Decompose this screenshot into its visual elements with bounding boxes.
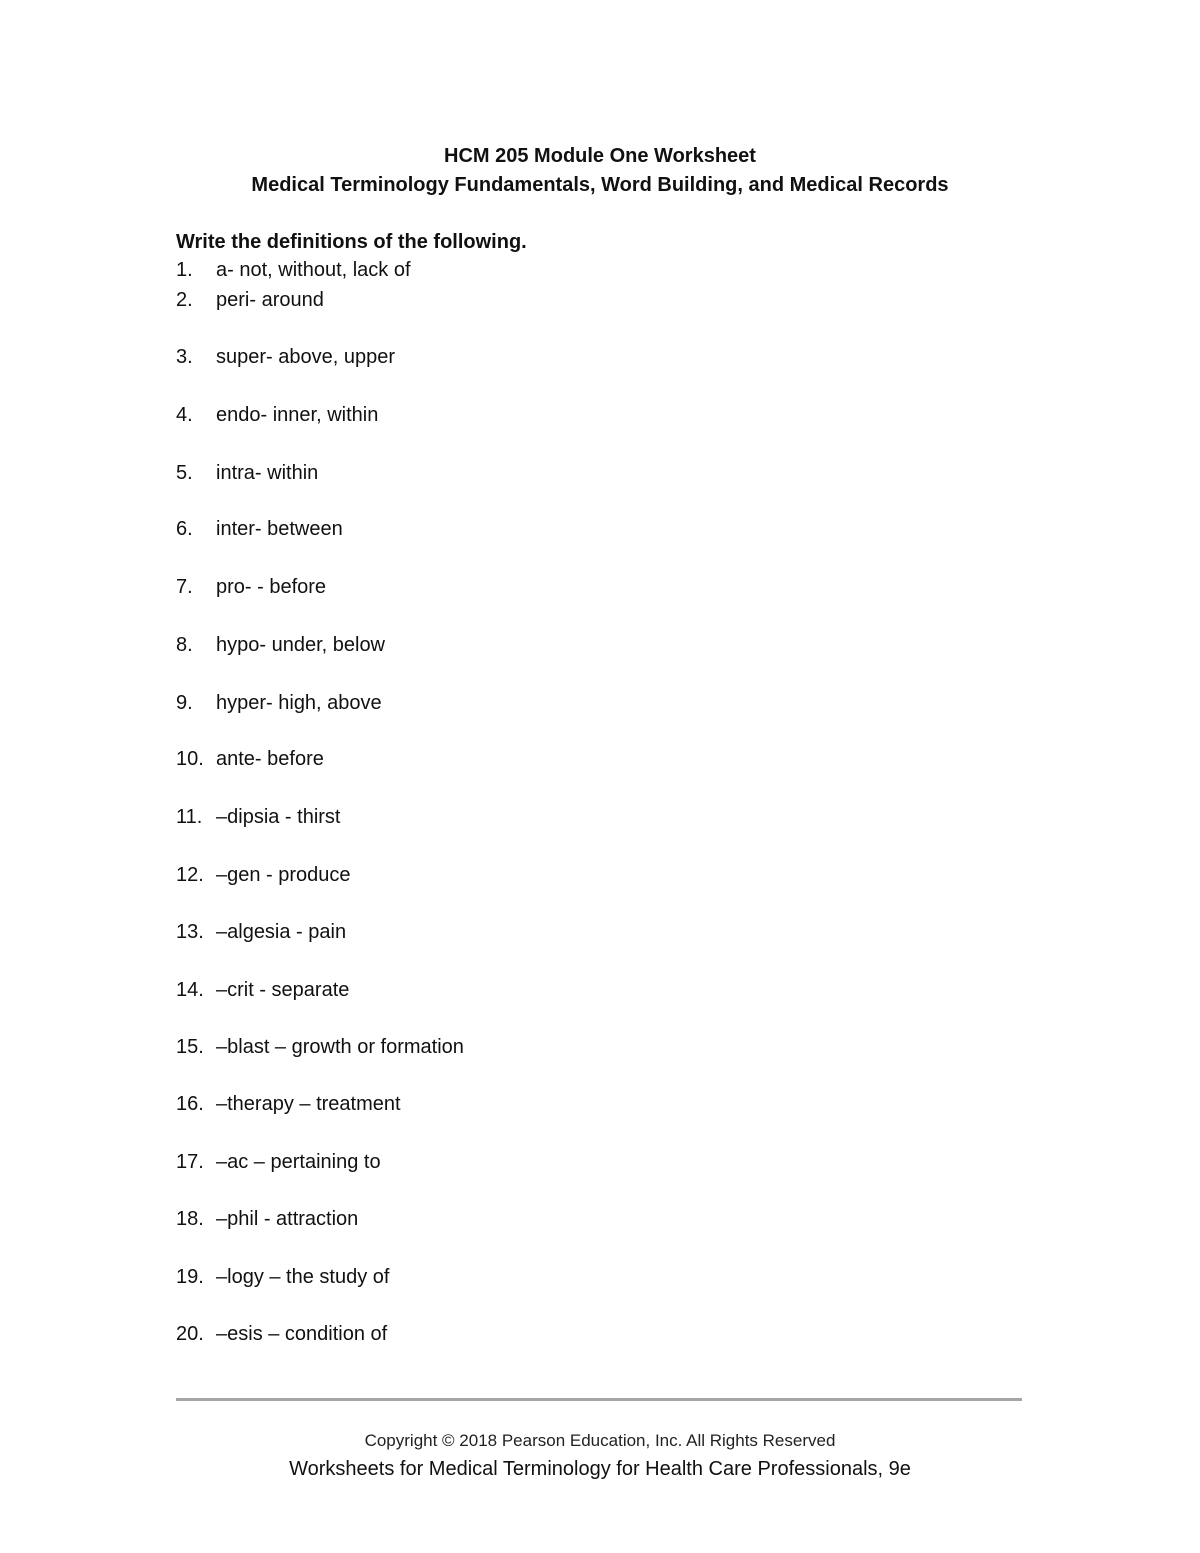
list-item [176, 747, 324, 771]
instructions: Write the definitions of the following. [176, 231, 527, 253]
item-number: 13. [176, 921, 204, 943]
item-number: 11. [176, 806, 203, 828]
item-text: endo- inner, within [216, 404, 379, 426]
list-item [176, 1150, 381, 1174]
list-item [176, 1265, 389, 1289]
item-text: –crit - separate [216, 979, 350, 1001]
item-number: 14. [176, 979, 204, 1001]
item-number: 4. [176, 404, 193, 426]
item-number: 15. [176, 1036, 204, 1058]
list-item [176, 805, 341, 829]
item-number: 18. [176, 1208, 204, 1230]
list-item [176, 345, 395, 369]
item-text: inter- between [216, 518, 343, 540]
item-text: pro- - before [216, 576, 327, 598]
list-item [176, 575, 326, 599]
item-text: –algesia - pain [216, 921, 347, 943]
item-text: –dipsia - thirst [216, 806, 341, 828]
list-item [176, 691, 382, 715]
item-text: a- not, without, lack of [216, 259, 411, 281]
list-item [176, 1322, 387, 1346]
item-number: 6. [176, 518, 193, 540]
list-item [176, 863, 351, 887]
item-text: ante- before [216, 748, 324, 770]
item-number: 2. [176, 289, 193, 311]
item-text: super- above, upper [216, 346, 396, 368]
item-number: 1. [176, 259, 193, 281]
item-text: hyper- high, above [216, 692, 382, 714]
list-item [176, 1092, 401, 1116]
item-text: –blast – growth or formation [216, 1036, 464, 1058]
list-item [176, 461, 318, 485]
item-text: –phil - attraction [216, 1208, 359, 1230]
item-text: –logy – the study of [216, 1266, 390, 1288]
item-number: 17. [176, 1151, 204, 1173]
item-number: 5. [176, 462, 193, 484]
item-text: peri- around [216, 289, 324, 311]
list-item [176, 633, 385, 657]
item-number: 7. [176, 576, 193, 598]
item-number: 20. [176, 1323, 204, 1345]
item-text: –therapy – treatment [216, 1093, 401, 1115]
list-item [176, 920, 346, 944]
item-number: 3. [176, 346, 193, 368]
item-text: intra- within [216, 462, 319, 484]
item-number: 16. [176, 1093, 204, 1115]
footer-divider [176, 1398, 1022, 1401]
item-number: 8. [176, 634, 193, 656]
list-item [176, 1035, 464, 1059]
list-item [176, 403, 378, 427]
item-text: hypo- under, below [216, 634, 386, 656]
list-item [176, 978, 349, 1002]
list-item [176, 288, 324, 312]
page-title: HCM 205 Module One Worksheet [444, 145, 756, 167]
list-item [176, 258, 411, 282]
item-text: –esis – condition of [216, 1323, 388, 1345]
copyright-notice: Copyright © 2018 Pearson Education, Inc. All Rights Reserved [364, 1431, 836, 1450]
item-number: 19. [176, 1266, 204, 1288]
item-number: 10. [176, 748, 204, 770]
list-item [176, 1207, 358, 1231]
item-text: –ac – pertaining to [216, 1151, 381, 1173]
item-number: 9. [176, 692, 193, 714]
item-text: –gen - produce [216, 864, 351, 886]
book-title: Worksheets for Medical Terminology for Health Care Professionals, 9e [289, 1458, 911, 1480]
page-subtitle: Medical Terminology Fundamentals, Word Building, and Medical Records [251, 174, 949, 196]
list-item [176, 517, 343, 541]
item-number: 12. [176, 864, 204, 886]
